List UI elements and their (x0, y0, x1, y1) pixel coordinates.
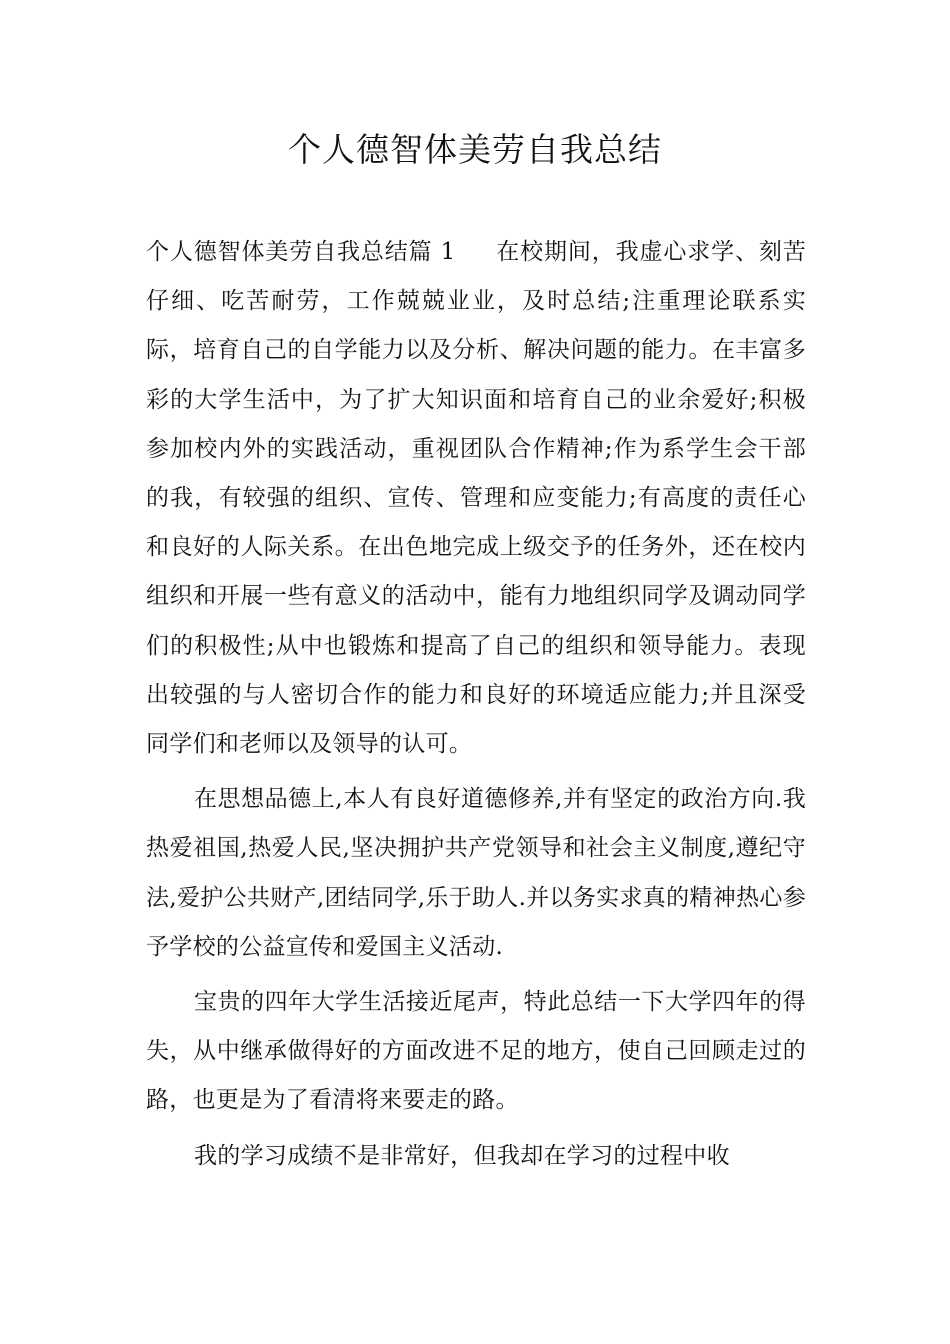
paragraph-1-text: 在校期间，我虚心求学、刻苦仔细、吃苦耐劳，工作兢兢业业，及时总结;注重理论联系实际，培育自己的自学能力以及分析、解决问题的能力。在丰富多彩的大学生活中，为了扩大知识面和培育自己的业余爱好;积极参加校内外的实践活动，重视团队合作精神;作为系学生会干部的我，有较强的组织、宣传、管理和应变能力;有高度的责任心和良好的人际关系。在出色地完成上级交予的任务外，还在校内组织和开展一些有意义的活动中，能有力地组织同学及调动同学们的积极性;从中也锻炼和提高了自己的组织和领导能力。表现出较强的与人密切合作的能力和良好的环境适应能力;并且深受同学们和老师以及领导的认可。 (146, 239, 806, 758)
document-body (146, 228, 806, 1181)
paragraph-4: 我的学习成绩不是非常好，但我却在学习的过程中收 (194, 1142, 730, 1169)
paragraph-2: 在思想品德上,本人有良好道德修养,并有坚定的政治方向.我热爱祖国,热爱人民,坚决拥护共产党领导和社会主义制度,遵纪守法,爱护公共财产,团结同学,乐于助人.并以务实求真的精神热心参予学校的公益宣传和爱国主义活动. (146, 786, 806, 960)
paragraph-3: 宝贵的四年大学生活接近尾声，特此总结一下大学四年的得失，从中继承做得好的方面改进不足的地方，使自己回顾走过的路，也更是为了看清将来要走的路。 (146, 989, 806, 1114)
document-title: 个人德智体美劳自我总结 (288, 130, 662, 169)
paragraph-1 (146, 228, 806, 769)
section-heading: 个人德智体美劳自我总结篇 1 (146, 239, 456, 265)
